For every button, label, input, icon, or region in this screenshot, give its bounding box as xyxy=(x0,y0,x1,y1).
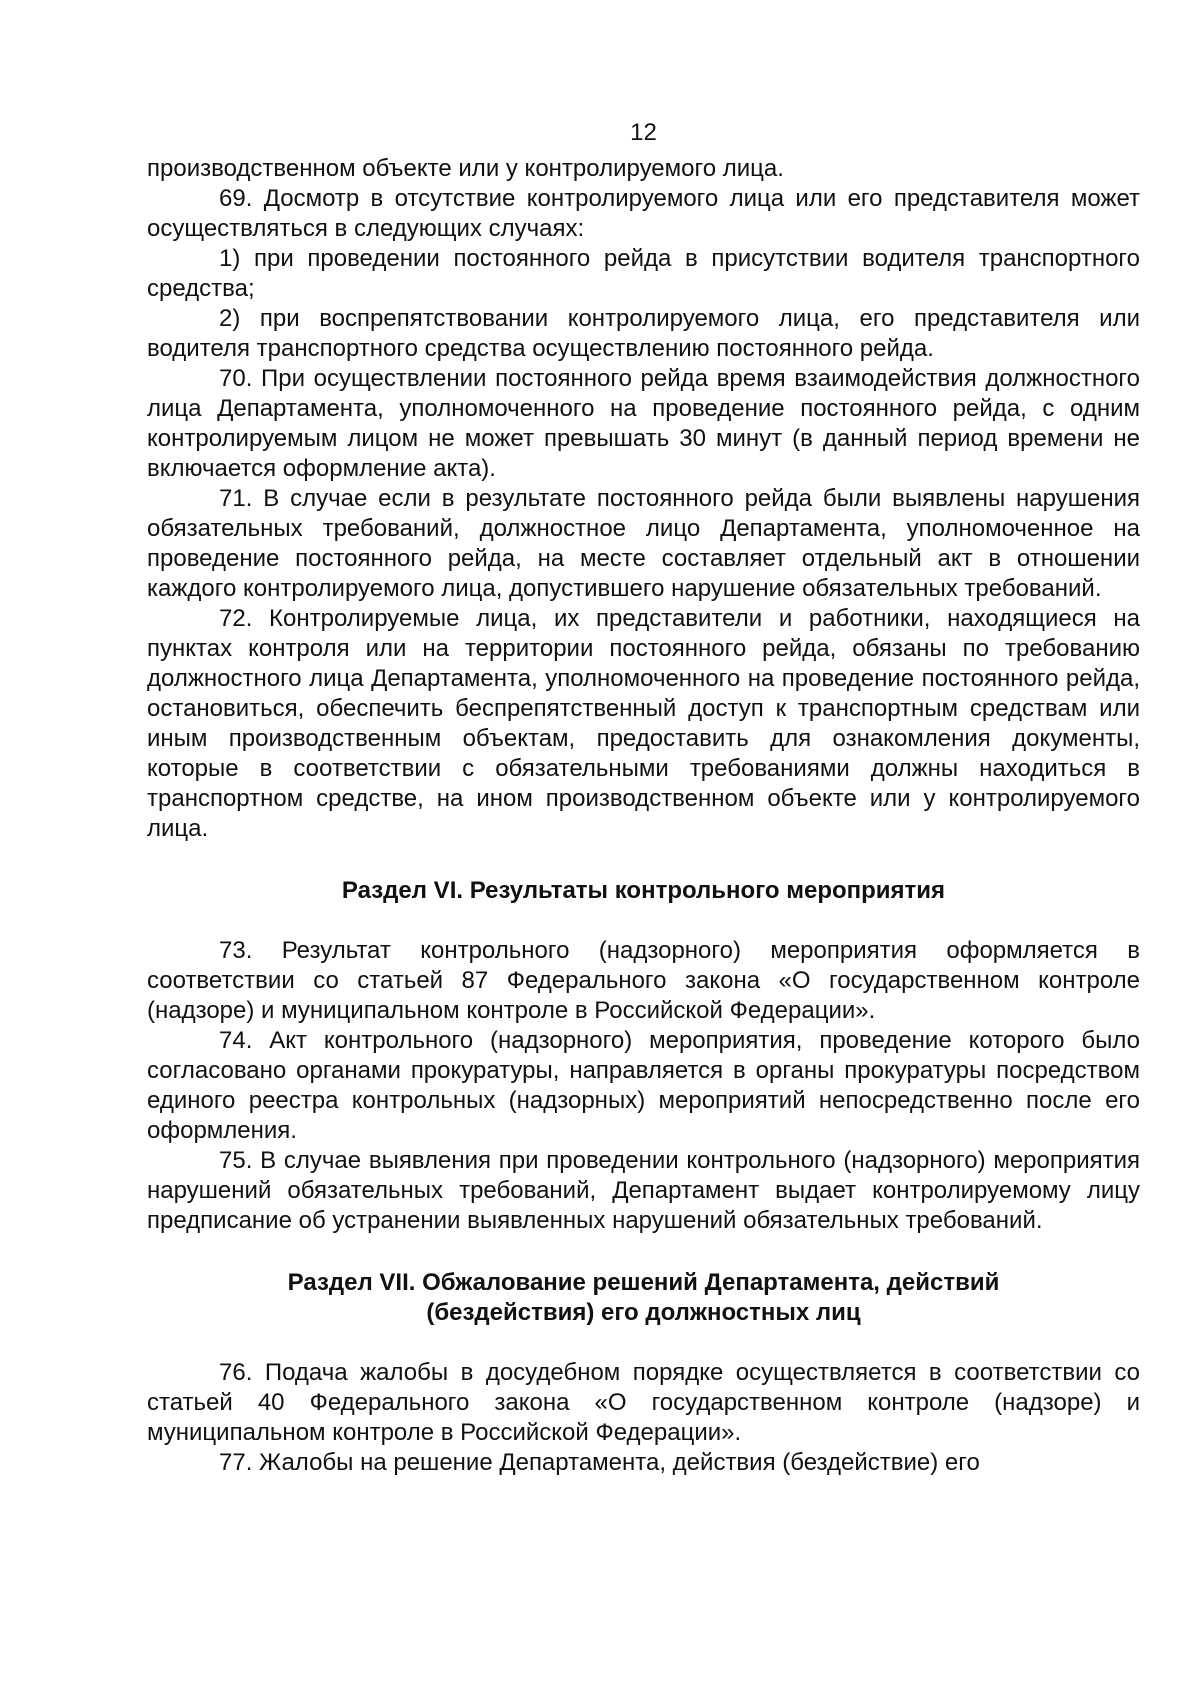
paragraph: производственном объекте или у контролируемого лица. xyxy=(147,155,784,182)
spacer xyxy=(147,1328,1140,1358)
paragraph: 77. Жалобы на решение Департамента, действия (бездействие) его xyxy=(219,1449,980,1476)
paragraph: 75. В случае выявления при проведении контрольного (надзорного) мероприятия нарушений обязательных требований, Департамент выдает контролируемому лицу предписание об устранении выявленных нарушений обязательных требований. xyxy=(147,1147,1140,1234)
paragraph: 74. Акт контрольного (надзорного) мероприятия, проведение которого было согласовано органами прокуратуры, направляется в органы прокуратуры посредством единого реестра контрольных (надзорных) мероприятий непосредственно после его оформления. xyxy=(147,1027,1140,1144)
paragraph: 76. Подача жалобы в досудебном порядке осуществляется в соответствии со статьей 40 Федерального закона «О государственном контроле (надзоре) и муниципальном контроле в Российской Федерации». xyxy=(147,1359,1140,1446)
section-heading-line: Раздел VI. Результаты контрольного мероприятия xyxy=(341,877,946,904)
page-number: 12 xyxy=(630,119,657,146)
paragraph: 71. В случае если в результате постоянного рейда были выявлены нарушения обязательных требований, должностное лицо Департамента, уполномоченное на проведение постоянного рейда, на месте составляет отдельный акт в отношении каждого контролируемого лица, допустившего нарушение обязательных требований. xyxy=(147,485,1140,602)
document-body xyxy=(147,154,1140,1478)
paragraph: 73. Результат контрольного (надзорного) мероприятия оформляется в соответствии со статьей 87 Федерального закона «О государственном контроле (надзоре) и муниципальном контроле в Российской Федерации». xyxy=(147,937,1140,1024)
spacer xyxy=(147,906,1140,936)
section-heading xyxy=(147,1268,1140,1328)
spacer xyxy=(147,1236,1140,1268)
paragraph: 2) при воспрепятствовании контролируемого лица, его представителя или водителя транспортного средства осуществлению постоянного рейда. xyxy=(147,305,1140,362)
paragraph: 70. При осуществлении постоянного рейда время взаимодействия должностного лица Департамента, уполномоченного на проведение постоянного рейда, с одним контролируемым лицом не может превышать 30 минут (в данный период времени не включается оформление акта). xyxy=(147,365,1140,482)
document-page xyxy=(147,118,1140,1478)
section-heading xyxy=(147,876,1140,906)
paragraph: 1) при проведении постоянного рейда в присутствии водителя транспортного средства; xyxy=(147,245,1140,302)
section-heading-line: Раздел VII. Обжалование решений Департамента, действий xyxy=(287,1269,1000,1296)
paragraph: 69. Досмотр в отсутствие контролируемого лица или его представителя может осуществляться в следующих случаях: xyxy=(147,185,1140,242)
spacer xyxy=(147,844,1140,876)
paragraph: 72. Контролируемые лица, их представители и работники, находящиеся на пунктах контроля или на территории постоянного рейда, обязаны по требованию должностного лица Департамента, уполномоченного на проведение постоянного рейда, остановиться, обеспечить беспрепятственный доступ к транспортным средствам или иным производственным объектам, предоставить для ознакомления документы, которые в соответствии с обязательными требованиями должны находиться в транспортном средстве, на ином производственном объекте или у контролируемого лица. xyxy=(147,605,1140,842)
section-heading-line: (бездействия) его должностных лиц xyxy=(426,1299,861,1326)
